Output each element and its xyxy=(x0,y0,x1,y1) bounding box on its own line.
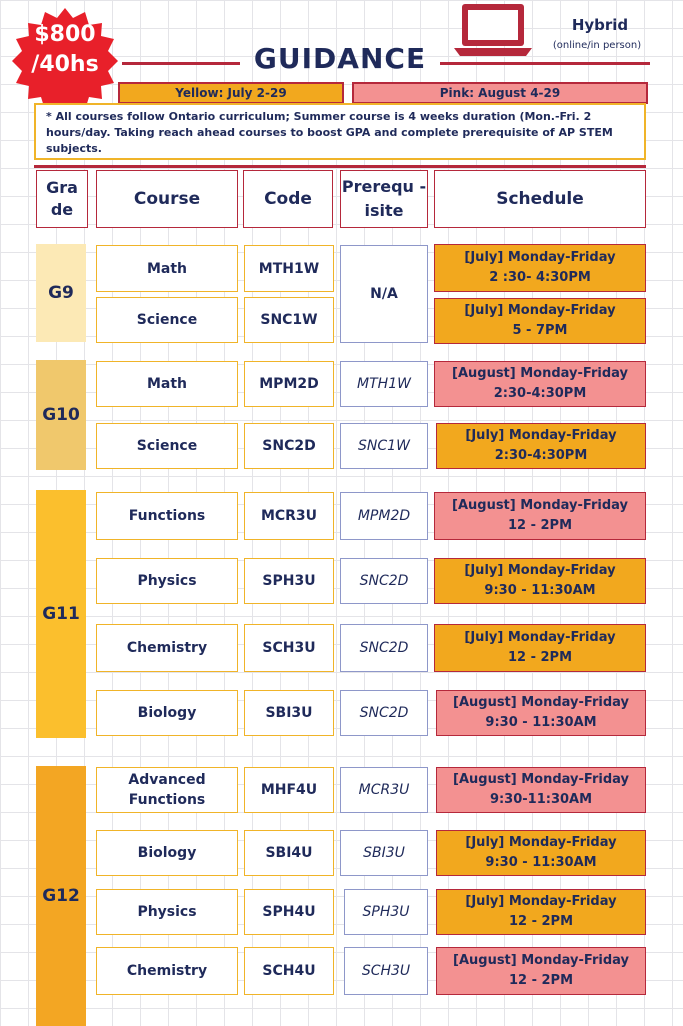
schedule-cell xyxy=(436,767,646,813)
schedule-cell xyxy=(434,361,646,407)
prerequisite-cell: SNC2D xyxy=(340,690,428,736)
code-cell: MCR3U xyxy=(244,492,334,540)
divider xyxy=(34,165,646,168)
code-cell: SCH4U xyxy=(244,947,334,995)
schedule-cell xyxy=(434,624,646,672)
schedule-cell xyxy=(434,492,646,540)
course-cell: Functions xyxy=(96,492,238,540)
schedule-time: 2 :30- 4:30PM xyxy=(489,270,591,285)
schedule-month: [July] xyxy=(464,630,504,645)
prerequisite-cell: SNC1W xyxy=(340,423,428,469)
course-cell: Physics xyxy=(96,889,238,935)
hybrid-title: Hybrid xyxy=(571,16,629,34)
grade-g11: G11 xyxy=(36,490,86,738)
schedule-month: [August] xyxy=(452,498,516,513)
code-cell: SCH3U xyxy=(244,624,334,672)
code-cell: MPM2D xyxy=(244,361,334,407)
prerequisite-cell: SNC2D xyxy=(340,558,428,604)
course-cell: Math xyxy=(96,361,238,407)
schedule-time: 5 - 7PM xyxy=(512,323,568,338)
schedule-time: 9:30 - 11:30AM xyxy=(485,855,597,870)
schedule-days: Monday-Friday xyxy=(508,428,617,443)
schedule-month: [July] xyxy=(465,835,505,850)
prerequisite-cell: N/A xyxy=(340,245,428,343)
schedule-days: Monday-Friday xyxy=(507,630,616,645)
schedule-month: [July] xyxy=(464,303,504,318)
schedule-time: 12 - 2PM xyxy=(508,973,574,988)
code-cell: SNC1W xyxy=(244,297,334,343)
schedule-cell xyxy=(436,889,646,935)
code-cell: MTH1W xyxy=(244,245,334,292)
prerequisite-cell: SBI3U xyxy=(340,830,428,876)
schedule-days: Monday-Friday xyxy=(520,366,628,381)
prerequisite-cell: MTH1W xyxy=(340,361,428,407)
prerequisite-cell: MCR3U xyxy=(340,767,428,813)
schedule-time: 9:30-11:30AM xyxy=(489,792,593,807)
header-grade: Gra de xyxy=(36,170,88,228)
course-cell: Advanced Functions xyxy=(96,767,238,813)
schedule-time: 12 - 2PM xyxy=(507,518,573,533)
schedule-month: [August] xyxy=(453,772,517,787)
schedule-time: 2:30-4:30PM xyxy=(494,448,588,463)
code-cell: MHF4U xyxy=(244,767,334,813)
grade-g12: G12 xyxy=(36,766,86,1026)
course-cell: Science xyxy=(96,423,238,469)
schedule-time: 9:30 - 11:30AM xyxy=(485,715,597,730)
header-prerequisite: Prerequ -isite xyxy=(340,170,428,228)
schedule-cell xyxy=(434,558,646,604)
hybrid-subtitle: (online/in person) xyxy=(552,40,642,51)
course-cell: Biology xyxy=(96,690,238,736)
code-cell: SBI3U xyxy=(244,690,334,736)
prerequisite-cell: MPM2D xyxy=(340,492,428,540)
schedule-days: Monday-Friday xyxy=(507,563,616,578)
code-cell: SPH3U xyxy=(244,558,334,604)
schedule-time: 12 - 2PM xyxy=(508,914,574,929)
schedule-cell xyxy=(436,947,646,995)
header-schedule: Schedule xyxy=(434,170,646,228)
schedule-days: Monday-Friday xyxy=(521,953,629,968)
schedule-month: [August] xyxy=(453,695,517,710)
price-hours: /40hs xyxy=(31,52,99,77)
schedule-month: [July] xyxy=(464,250,504,265)
date-yellow: Yellow: July 2-29 xyxy=(118,82,344,104)
date-pink: Pink: August 4-29 xyxy=(352,82,648,104)
grade-g9: G9 xyxy=(36,244,86,342)
code-cell: SNC2D xyxy=(244,423,334,469)
price-amount: $800 xyxy=(34,22,96,47)
schedule-cell xyxy=(436,690,646,736)
course-cell: Math xyxy=(96,245,238,292)
title-rule-right xyxy=(440,62,650,65)
schedule-cell xyxy=(436,423,646,469)
schedule-days: Monday-Friday xyxy=(507,303,616,318)
schedule-month: [July] xyxy=(465,894,505,909)
laptop-icon xyxy=(452,2,534,58)
prerequisite-cell: SNC2D xyxy=(340,624,428,672)
schedule-days: Monday-Friday xyxy=(508,894,617,909)
schedule-time: 12 - 2PM xyxy=(507,650,573,665)
schedule-month: [July] xyxy=(465,428,505,443)
price-badge-text xyxy=(10,20,120,80)
schedule-time: 9:30 - 11:30AM xyxy=(484,583,596,598)
schedule-cell xyxy=(434,298,646,344)
schedule-days: Monday-Friday xyxy=(521,695,629,710)
header-course: Course xyxy=(96,170,238,228)
prerequisite-cell: SPH3U xyxy=(344,889,428,935)
prerequisite-cell: SCH3U xyxy=(344,947,428,995)
code-cell: SBI4U xyxy=(244,830,334,876)
course-note: * All courses follow Ontario curriculum; Summer course is 4 weeks duration (Mon.-Fri. 2 hours/day. Taking reach ahead courses to boost GPA and complete prerequisite of AP STEM subjects. xyxy=(34,103,646,160)
header-code: Code xyxy=(243,170,333,228)
code-cell: SPH4U xyxy=(244,889,334,935)
course-cell: Chemistry xyxy=(96,947,238,995)
schedule-month: [July] xyxy=(464,563,504,578)
page-title: GUIDANCE xyxy=(253,42,427,75)
course-cell: Chemistry xyxy=(96,624,238,672)
schedule-cell xyxy=(436,830,646,876)
schedule-days: Monday-Friday xyxy=(521,772,629,787)
title-rule-left xyxy=(122,62,240,65)
schedule-days: Monday-Friday xyxy=(520,498,628,513)
schedule-days: Monday-Friday xyxy=(508,835,617,850)
schedule-time: 2:30-4:30PM xyxy=(493,386,587,401)
course-cell: Biology xyxy=(96,830,238,876)
grade-g10: G10 xyxy=(36,360,86,470)
schedule-days: Monday-Friday xyxy=(507,250,616,265)
schedule-month: [August] xyxy=(452,366,516,381)
schedule-month: [August] xyxy=(453,953,517,968)
course-cell: Science xyxy=(96,297,238,343)
schedule-cell xyxy=(434,244,646,292)
course-cell: Physics xyxy=(96,558,238,604)
